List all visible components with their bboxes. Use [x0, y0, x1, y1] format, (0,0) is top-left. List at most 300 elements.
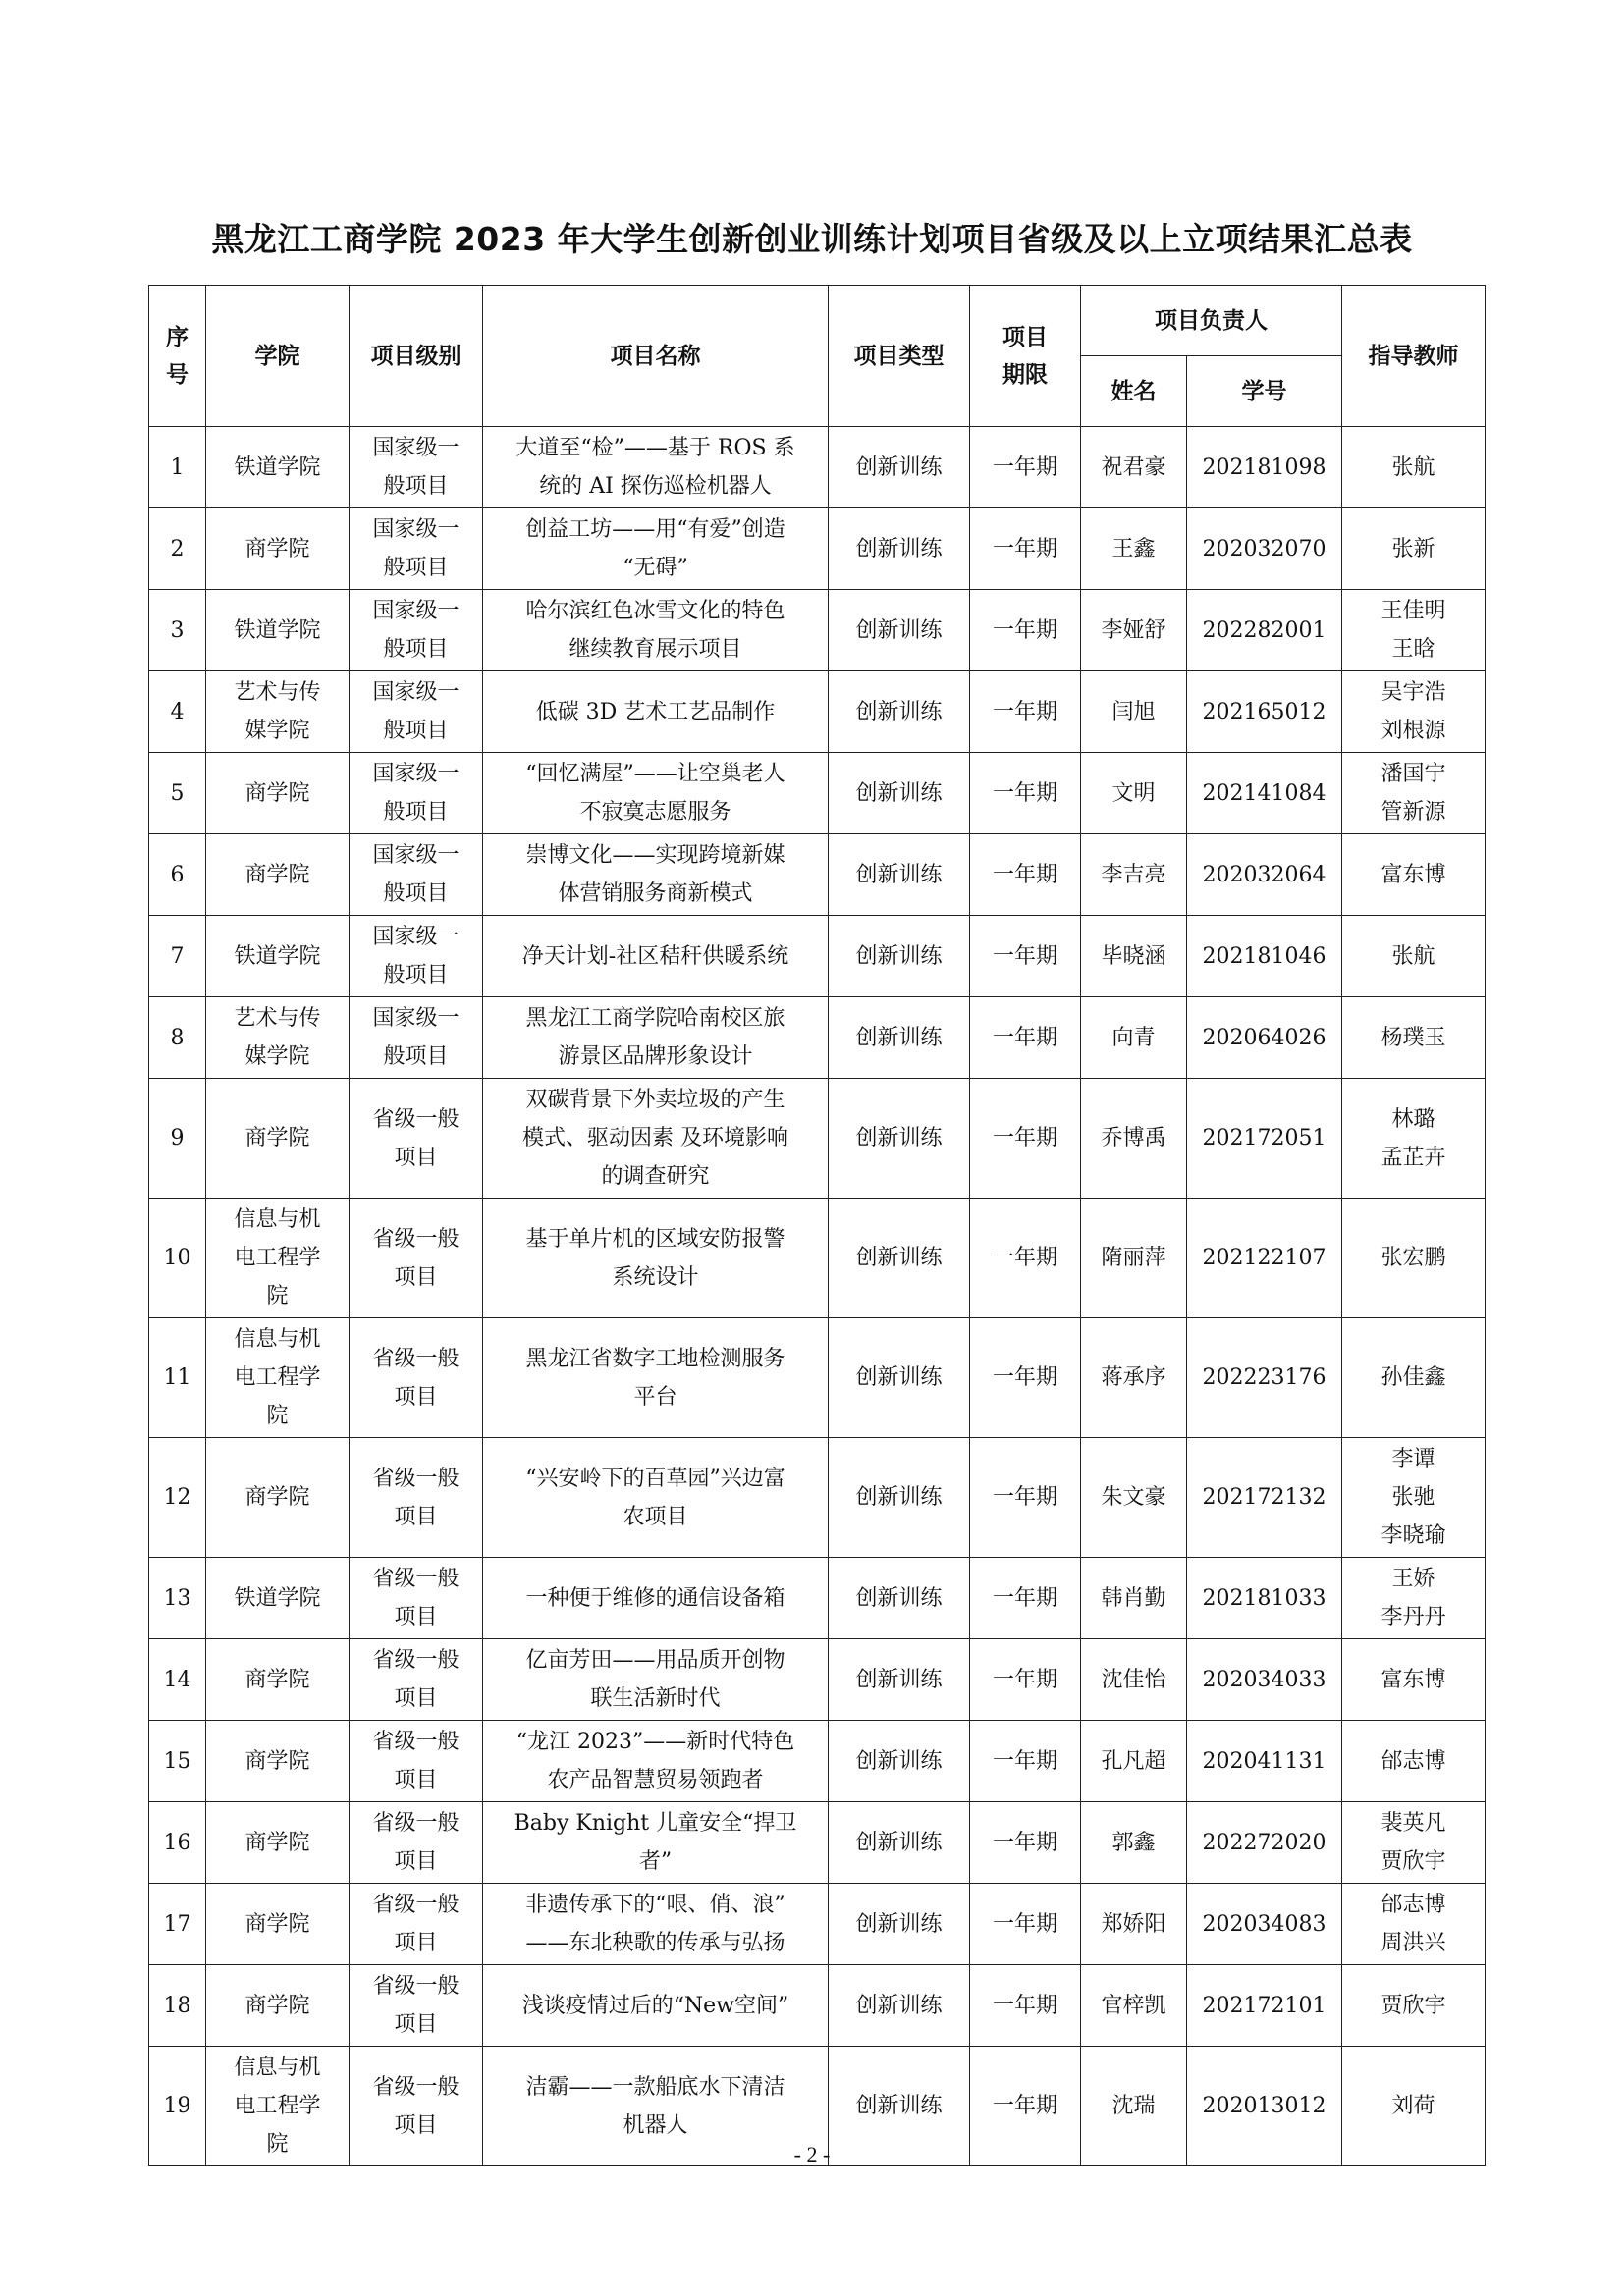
cell-project-name-line: 哈尔滨红色冰雪文化的特色: [525, 599, 785, 623]
cell-project-name-line: 崇博文化——实现跨境新媒: [525, 843, 785, 868]
cell-level-line: 省级一般: [372, 1648, 460, 1673]
cell-teacher-line: 杨璞玉: [1380, 1025, 1446, 1050]
cell-project-name: [483, 1884, 829, 1965]
cell-type: 创新训练: [829, 1318, 970, 1438]
cell-college-line: 信息与机: [234, 2056, 321, 2080]
cell-project-name: [483, 1318, 829, 1438]
cell-type: 创新训练: [829, 1639, 970, 1721]
page-title: 黑龙江工商学院 2023 年大学生创新创业训练计划项目省级及以上立项结果汇总表: [211, 220, 1413, 258]
cell-college: [206, 916, 350, 997]
cell-leader-name: 李娅舒: [1081, 590, 1187, 671]
cell-level: [350, 1965, 483, 2047]
cell-college: [206, 1199, 350, 1318]
cell-seq: 10: [149, 1199, 206, 1318]
header-leader-name: 姓名: [1081, 356, 1187, 427]
table-body: [149, 427, 1486, 2166]
header-college: 学院: [206, 286, 350, 427]
cell-level-line: 国家级一: [372, 680, 460, 705]
table-row: [149, 1438, 1486, 1558]
cell-project-name: [483, 508, 829, 590]
cell-project-name-line: 净天计划-社区秸秆供暖系统: [521, 943, 789, 969]
cell-college-line: 商学院: [244, 862, 310, 887]
cell-level-line: 般项目: [383, 556, 449, 580]
cell-type: 创新训练: [829, 1721, 970, 1802]
cell-college: [206, 1721, 350, 1802]
cell-teacher-line: 刘根源: [1380, 719, 1446, 743]
cell-leader-name: 李吉亮: [1081, 834, 1187, 916]
cell-leader-name: 韩肖勤: [1081, 1558, 1187, 1639]
cell-college-line: 信息与机: [234, 1327, 321, 1352]
cell-college-line: 媒学院: [244, 719, 310, 743]
cell-leader-id: 202122107: [1187, 1199, 1342, 1318]
cell-level: [350, 834, 483, 916]
cell-period: 一年期: [970, 1884, 1081, 1965]
cell-teacher-line: 刘荷: [1391, 2094, 1435, 2118]
cell-level-line: 省级一般: [372, 1226, 460, 1252]
table-header: [149, 286, 1486, 427]
cell-leader-id: 202032064: [1187, 834, 1342, 916]
header-type: 项目类型: [829, 286, 970, 427]
cell-leader-id: 202172132: [1187, 1438, 1342, 1558]
cell-leader-name: 王鑫: [1081, 508, 1187, 590]
cell-level-line: 项目: [394, 2012, 438, 2037]
cell-seq: 13: [149, 1558, 206, 1639]
table-row: [149, 1318, 1486, 1438]
cell-project-name-line: 大道至“检”——基于 ROS 系: [515, 436, 795, 460]
cell-leader-name: 孔凡超: [1081, 1721, 1187, 1802]
cell-project-name: [483, 997, 829, 1079]
table-row: [149, 1199, 1486, 1318]
cell-college-line: 铁道学院: [234, 1585, 321, 1611]
table-row: [149, 1079, 1486, 1199]
cell-leader-name: 隋丽萍: [1081, 1199, 1187, 1318]
cell-type: 创新训练: [829, 1965, 970, 2047]
cell-seq: 1: [149, 427, 206, 508]
cell-college-line: 商学院: [244, 1126, 310, 1150]
cell-project-name: [483, 1199, 829, 1318]
table-row: [149, 1639, 1486, 1721]
cell-type: 创新训练: [829, 1802, 970, 1884]
cell-teacher: [1342, 1199, 1486, 1318]
cell-project-name: [483, 1721, 829, 1802]
cell-teacher-line: 李晓瑜: [1380, 1523, 1446, 1548]
cell-seq: 8: [149, 997, 206, 1079]
cell-project-name: [483, 1079, 829, 1199]
cell-college: [206, 1558, 350, 1639]
project-summary-table: [148, 285, 1486, 2166]
cell-college: [206, 508, 350, 590]
cell-level-line: 国家级一: [372, 517, 460, 542]
cell-level-line: 项目: [394, 1686, 438, 1711]
cell-period: 一年期: [970, 1639, 1081, 1721]
cell-period: 一年期: [970, 1079, 1081, 1199]
cell-teacher-line: 富东博: [1380, 1667, 1446, 1692]
cell-teacher: [1342, 1079, 1486, 1199]
header-level: 项目级别: [350, 286, 483, 427]
cell-leader-id: 202041131: [1187, 1721, 1342, 1802]
cell-project-name-line: “兴安岭下的百草园”兴边富: [525, 1466, 785, 1491]
cell-project-name-line: 体营销服务商新模式: [558, 881, 753, 906]
cell-leader-name: 向青: [1081, 997, 1187, 1079]
table-row: [149, 1558, 1486, 1639]
cell-teacher: [1342, 590, 1486, 671]
cell-level: [350, 590, 483, 671]
cell-leader-id: 202181046: [1187, 916, 1342, 997]
cell-level-line: 般项目: [383, 474, 449, 499]
cell-project-name: [483, 916, 829, 997]
cell-seq: 2: [149, 508, 206, 590]
cell-period: 一年期: [970, 1965, 1081, 2047]
cell-level-line: 项目: [394, 1145, 438, 1170]
cell-level-line: 般项目: [383, 637, 449, 662]
cell-leader-name: 文明: [1081, 753, 1187, 834]
cell-project-name-line: 系统设计: [612, 1264, 699, 1290]
cell-type: 创新训练: [829, 508, 970, 590]
cell-teacher-line: 邰志博: [1380, 1893, 1446, 1917]
cell-leader-name: 闫旭: [1081, 671, 1187, 753]
cell-college-line: 商学院: [244, 1830, 310, 1855]
cell-college: [206, 1079, 350, 1199]
page-number: - 2 -: [793, 2142, 831, 2166]
cell-project-name-line: 者”: [638, 1849, 673, 1874]
cell-teacher: [1342, 1438, 1486, 1558]
cell-project-name-line: 机器人: [623, 2112, 688, 2138]
cell-project-name-line: 农产品智慧贸易领跑者: [547, 1768, 764, 1792]
cell-level-line: 省级一般: [372, 2074, 460, 2100]
cell-leader-name: 郑娇阳: [1081, 1884, 1187, 1965]
cell-type: 创新训练: [829, 1884, 970, 1965]
cell-seq: 7: [149, 916, 206, 997]
cell-project-name: [483, 1802, 829, 1884]
cell-teacher: [1342, 508, 1486, 590]
cell-project-name-line: 继续教育展示项目: [568, 637, 742, 662]
cell-level-line: 省级一般: [372, 1974, 460, 1999]
cell-project-name-line: 联生活新时代: [590, 1686, 721, 1711]
cell-teacher-line: 李谭: [1391, 1447, 1435, 1471]
cell-seq: 17: [149, 1884, 206, 1965]
cell-type: 创新训练: [829, 834, 970, 916]
cell-level-line: 般项目: [383, 719, 449, 743]
cell-level: [350, 1438, 483, 1558]
cell-project-name-line: 黑龙江工商学院哈南校区旅: [525, 1006, 785, 1031]
cell-project-name-line: 统的 AI 探伤巡检机器人: [539, 474, 772, 499]
cell-project-name-line: ——东北秧歌的传承与弘扬: [525, 1931, 785, 1955]
cell-level: [350, 1079, 483, 1199]
cell-seq: 18: [149, 1965, 206, 2047]
cell-project-name: [483, 834, 829, 916]
header-leader-id: 学号: [1187, 356, 1342, 427]
cell-type: 创新训练: [829, 1199, 970, 1318]
cell-teacher: [1342, 753, 1486, 834]
cell-period: 一年期: [970, 1438, 1081, 1558]
cell-teacher-line: 管新源: [1380, 800, 1446, 825]
cell-level: [350, 427, 483, 508]
header-seq: 序号: [149, 286, 206, 427]
cell-type: 创新训练: [829, 671, 970, 753]
cell-level: [350, 1802, 483, 1884]
cell-project-name: [483, 1558, 829, 1639]
cell-college-line: 信息与机: [234, 1207, 321, 1232]
cell-level-line: 省级一般: [372, 1346, 460, 1371]
cell-college-line: 商学院: [244, 780, 310, 806]
cell-teacher-line: 富东博: [1380, 862, 1446, 887]
cell-leader-id: 202064026: [1187, 997, 1342, 1079]
cell-level-line: 般项目: [383, 881, 449, 906]
table-row: [149, 1802, 1486, 1884]
cell-project-name: [483, 1639, 829, 1721]
cell-level-line: 项目: [394, 1605, 438, 1629]
cell-project-name-line: 黑龙江省数字工地检测服务: [525, 1346, 785, 1371]
cell-project-name: [483, 1438, 829, 1558]
cell-teacher-line: 裴英凡: [1380, 1811, 1446, 1836]
cell-project-name: [483, 753, 829, 834]
cell-teacher: [1342, 1802, 1486, 1884]
cell-level: [350, 1318, 483, 1438]
cell-level-line: 省级一般: [372, 1893, 460, 1917]
cell-teacher: [1342, 1318, 1486, 1438]
cell-college: [206, 1438, 350, 1558]
cell-project-name-line: “无碍”: [623, 556, 688, 580]
cell-teacher-line: 张宏鹏: [1380, 1246, 1446, 1270]
cell-level-line: 项目: [394, 1504, 438, 1529]
cell-leader-name: 蒋承序: [1081, 1318, 1187, 1438]
cell-college: [206, 671, 350, 753]
cell-project-name-line: 一种便于维修的通信设备箱: [525, 1585, 785, 1611]
cell-period: 一年期: [970, 753, 1081, 834]
cell-leader-id: 202223176: [1187, 1318, 1342, 1438]
cell-teacher-line: 邰志博: [1380, 1748, 1446, 1774]
cell-project-name-line: “回忆满屋”——让空巢老人: [525, 762, 785, 786]
cell-college-line: 艺术与传: [234, 1006, 321, 1031]
cell-project-name-line: 平台: [633, 1384, 677, 1410]
cell-period: 一年期: [970, 1318, 1081, 1438]
cell-college: [206, 997, 350, 1079]
cell-type: 创新训练: [829, 1558, 970, 1639]
cell-college-line: 电工程学: [234, 1365, 321, 1390]
cell-level: [350, 508, 483, 590]
cell-type: 创新训练: [829, 1079, 970, 1199]
cell-level-line: 项目: [394, 1931, 438, 1955]
cell-college-line: 院: [266, 1404, 289, 1428]
cell-seq: 19: [149, 2047, 206, 2166]
cell-college-line: 商学院: [244, 1667, 310, 1692]
cell-teacher-line: 林璐: [1391, 1106, 1435, 1132]
cell-leader-name: 沈瑞: [1081, 2047, 1187, 2166]
cell-project-name: [483, 1965, 829, 2047]
table-row: [149, 834, 1486, 916]
cell-period: 一年期: [970, 508, 1081, 590]
cell-teacher-line: 张新: [1391, 536, 1435, 561]
cell-period: 一年期: [970, 1199, 1081, 1318]
cell-leader-name: 朱文豪: [1081, 1438, 1187, 1558]
cell-level-line: 国家级一: [372, 925, 460, 949]
cell-level-line: 省级一般: [372, 1811, 460, 1836]
cell-leader-name: 毕晓涵: [1081, 916, 1187, 997]
cell-period: 一年期: [970, 1558, 1081, 1639]
cell-period: 一年期: [970, 997, 1081, 1079]
cell-leader-id: 202172101: [1187, 1965, 1342, 2047]
header-name: 项目名称: [483, 286, 829, 427]
cell-level: [350, 671, 483, 753]
cell-project-name-line: 浅谈疫情过后的“New空间”: [521, 1993, 789, 2018]
table-row: [149, 590, 1486, 671]
header-teacher: 指导教师: [1342, 286, 1486, 427]
cell-college-line: 铁道学院: [234, 617, 321, 643]
cell-level-line: 项目: [394, 1768, 438, 1792]
cell-college-line: 商学院: [244, 1748, 310, 1774]
cell-leader-name: 乔博禹: [1081, 1079, 1187, 1199]
cell-teacher-line: 李丹丹: [1380, 1605, 1446, 1629]
cell-project-name: [483, 590, 829, 671]
cell-seq: 4: [149, 671, 206, 753]
cell-level-line: 国家级一: [372, 1006, 460, 1031]
cell-college-line: 电工程学: [234, 1246, 321, 1270]
cell-college: [206, 1802, 350, 1884]
cell-type: 创新训练: [829, 997, 970, 1079]
cell-teacher: [1342, 1721, 1486, 1802]
cell-leader-name: 郭鑫: [1081, 1802, 1187, 1884]
cell-leader-name: 沈佳怡: [1081, 1639, 1187, 1721]
cell-college-line: 电工程学: [234, 2094, 321, 2118]
cell-seq: 14: [149, 1639, 206, 1721]
cell-project-name-line: 低碳 3D 艺术工艺品制作: [535, 699, 776, 724]
table-row: [149, 508, 1486, 590]
cell-level-line: 般项目: [383, 963, 449, 988]
cell-period: 一年期: [970, 2047, 1081, 2166]
cell-leader-id: 202032070: [1187, 508, 1342, 590]
cell-level-line: 国家级一: [372, 762, 460, 786]
cell-teacher-line: 王娇: [1391, 1567, 1435, 1591]
cell-teacher: [1342, 1558, 1486, 1639]
cell-level-line: 国家级一: [372, 436, 460, 460]
cell-period: 一年期: [970, 427, 1081, 508]
cell-period: 一年期: [970, 1802, 1081, 1884]
cell-teacher-line: 张驰: [1391, 1485, 1435, 1510]
cell-level-line: 国家级一: [372, 843, 460, 868]
cell-seq: 5: [149, 753, 206, 834]
cell-level: [350, 916, 483, 997]
cell-project-name-line: 模式、驱动因素 及环境影响: [522, 1126, 788, 1150]
cell-college-line: 铁道学院: [234, 943, 321, 969]
cell-period: 一年期: [970, 1721, 1081, 1802]
cell-leader-name: 官梓凯: [1081, 1965, 1187, 2047]
cell-level: [350, 1558, 483, 1639]
cell-teacher-line: 贾欣宇: [1380, 1993, 1446, 2018]
cell-teacher-line: 贾欣宇: [1380, 1849, 1446, 1874]
cell-project-name-line: “龙江 2023”——新时代特色: [515, 1730, 795, 1754]
cell-college: [206, 427, 350, 508]
cell-leader-id: 202172051: [1187, 1079, 1342, 1199]
cell-type: 创新训练: [829, 916, 970, 997]
table-row: [149, 671, 1486, 753]
cell-teacher-line: 张航: [1391, 454, 1435, 480]
cell-college-line: 商学院: [244, 1911, 310, 1937]
cell-level: [350, 997, 483, 1079]
cell-level-line: 省级一般: [372, 1466, 460, 1491]
cell-level-line: 项目: [394, 1264, 438, 1290]
cell-period: 一年期: [970, 916, 1081, 997]
cell-leader-id: 202181098: [1187, 427, 1342, 508]
cell-teacher-line: 潘国宁: [1380, 762, 1446, 786]
cell-leader-id: 202013012: [1187, 2047, 1342, 2166]
cell-college-line: 媒学院: [244, 1044, 310, 1069]
cell-college: [206, 1639, 350, 1721]
cell-level-line: 般项目: [383, 1044, 449, 1069]
cell-period: 一年期: [970, 671, 1081, 753]
cell-type: 创新训练: [829, 2047, 970, 2166]
cell-seq: 9: [149, 1079, 206, 1199]
cell-leader-id: 202034083: [1187, 1884, 1342, 1965]
cell-college: [206, 1884, 350, 1965]
cell-project-name-line: 不寂寞志愿服务: [579, 800, 731, 825]
cell-college-line: 商学院: [244, 1993, 310, 2018]
cell-college: [206, 753, 350, 834]
table-row: [149, 997, 1486, 1079]
cell-leader-id: 202181033: [1187, 1558, 1342, 1639]
cell-seq: 3: [149, 590, 206, 671]
cell-college-line: 铁道学院: [234, 454, 321, 480]
cell-level-line: 省级一般: [372, 1106, 460, 1132]
cell-level: [350, 1721, 483, 1802]
cell-project-name-line: Baby Knight 儿童安全“捍卫: [514, 1811, 797, 1836]
cell-college-line: 院: [266, 2132, 289, 2157]
cell-college-line: 商学院: [244, 536, 310, 561]
cell-project-name-line: 创益工坊——用“有爱”创造: [525, 517, 785, 542]
cell-teacher: [1342, 1965, 1486, 2047]
cell-type: 创新训练: [829, 1438, 970, 1558]
cell-project-name: [483, 427, 829, 508]
cell-teacher: [1342, 916, 1486, 997]
cell-level: [350, 1639, 483, 1721]
cell-teacher-line: 孟芷卉: [1380, 1145, 1446, 1170]
cell-seq: 11: [149, 1318, 206, 1438]
cell-period: 一年期: [970, 590, 1081, 671]
cell-teacher-line: 吴宇浩: [1380, 680, 1446, 705]
cell-leader-id: 202141084: [1187, 753, 1342, 834]
table-row: [149, 916, 1486, 997]
cell-college: [206, 834, 350, 916]
cell-project-name-line: 洁霸——一款船底水下清洁: [525, 2074, 785, 2100]
cell-level: [350, 1199, 483, 1318]
cell-seq: 15: [149, 1721, 206, 1802]
cell-leader-id: 202165012: [1187, 671, 1342, 753]
cell-project-name-line: 农项目: [623, 1504, 688, 1529]
cell-level: [350, 753, 483, 834]
cell-project-name-line: 双碳背景下外卖垃圾的产生: [525, 1088, 785, 1112]
cell-project-name: [483, 671, 829, 753]
cell-type: 创新训练: [829, 427, 970, 508]
cell-college: [206, 1965, 350, 2047]
cell-level-line: 国家级一: [372, 599, 460, 623]
cell-seq: 16: [149, 1802, 206, 1884]
cell-college-line: 商学院: [244, 1485, 310, 1510]
cell-project-name-line: 基于单片机的区域安防报警: [525, 1226, 785, 1252]
cell-level-line: 省级一般: [372, 1730, 460, 1754]
cell-level-line: 般项目: [383, 800, 449, 825]
cell-teacher: [1342, 834, 1486, 916]
cell-seq: 12: [149, 1438, 206, 1558]
table-row: [149, 427, 1486, 508]
cell-leader-id: 202034033: [1187, 1639, 1342, 1721]
cell-teacher-line: 张航: [1391, 943, 1435, 969]
table-row: [149, 1721, 1486, 1802]
cell-teacher: [1342, 671, 1486, 753]
header-period: 项目期限: [970, 286, 1081, 427]
cell-teacher-line: 孙佳鑫: [1380, 1365, 1446, 1390]
table-row: [149, 1965, 1486, 2047]
cell-level-line: 省级一般: [372, 1567, 460, 1591]
cell-level-line: 项目: [394, 1849, 438, 1874]
